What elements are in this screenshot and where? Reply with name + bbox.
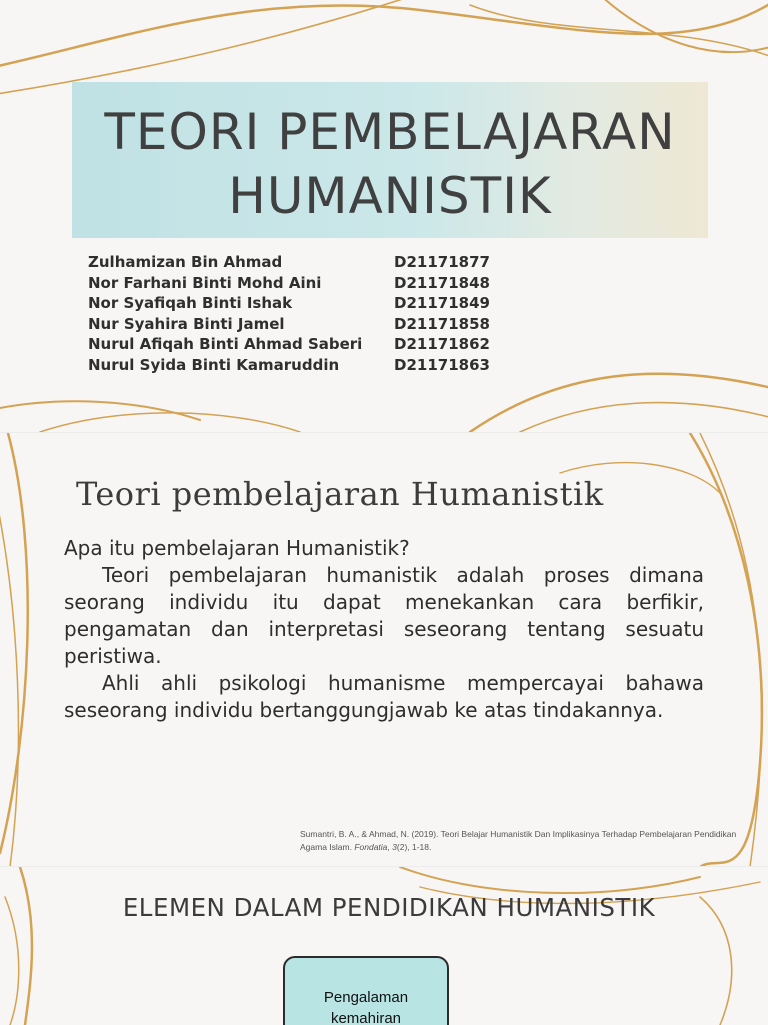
member-id: D21171863: [394, 355, 490, 374]
citation-pages: (2), 1-18.: [396, 842, 432, 852]
paragraph-definition: Teori pembelajaran humanistik adalah proses dimana seorang individu itu dapat menekankan cara berfikir, pengamatan dan interpretasi seseorang tentang sesuatu peristiwa.: [64, 563, 704, 668]
elements-slide: [0, 866, 768, 1025]
member-list: [88, 252, 490, 375]
title-line-1: TEORI PEMBELAJARAN: [104, 103, 676, 161]
member-row: [88, 355, 490, 376]
paragraph-belief: Ahli ahli psikologi humanisme mempercayai bahawa seseorang individu bertanggungjawab ke atas tindakannya.: [64, 671, 704, 722]
member-id: D21171849: [394, 294, 490, 313]
member-id: D21171848: [394, 273, 490, 292]
member-name: Nur Syahira Binti Jamel: [88, 314, 285, 333]
title-line-2: HUMANISTIK: [228, 167, 552, 225]
page-title: [72, 100, 708, 228]
citation-journal: Fondatia: [354, 842, 388, 852]
member-id: D21171862: [394, 335, 490, 354]
citation: [300, 828, 750, 854]
section-body: [64, 535, 704, 724]
member-name: Nor Syafiqah Binti Ishak: [88, 294, 293, 313]
member-name: Nurul Syida Binti Kamaruddin: [88, 355, 340, 374]
citation-separator: ,: [387, 842, 393, 852]
member-id: D21171858: [394, 314, 490, 333]
member-row: [88, 314, 490, 335]
section-title: Teori pembelajaran Humanistik: [76, 475, 604, 513]
question-text: Apa itu pembelajaran Humanistik?: [64, 536, 410, 560]
member-name: Nor Farhani Binti Mohd Aini: [88, 273, 322, 292]
title-slide: [0, 0, 768, 432]
member-row: [88, 293, 490, 314]
citation-volume: 3: [392, 842, 397, 852]
definition-slide: [0, 432, 768, 867]
member-row: [88, 252, 490, 273]
element-box-pengalaman: [283, 956, 449, 1025]
member-row: [88, 334, 490, 355]
citation-authors-title: Sumantri, B. A., & Ahmad, N. (2019). Teori Belajar Humanistik Dan Implikasinya Terhadap Pembelajaran Pendidikan Agama Islam.: [300, 829, 737, 852]
member-id: D21171877: [394, 253, 490, 272]
element-box-line-2: kemahiran: [330, 1010, 402, 1025]
member-name: Zulhamizan Bin Ahmad: [88, 253, 283, 272]
section-title: ELEMEN DALAM PENDIDIKAN HUMANISTIK: [122, 893, 656, 922]
member-row: [88, 273, 490, 294]
element-box-line-1: Pengalaman: [323, 989, 409, 1006]
member-name: Nurul Afiqah Binti Ahmad Saberi: [88, 335, 363, 354]
